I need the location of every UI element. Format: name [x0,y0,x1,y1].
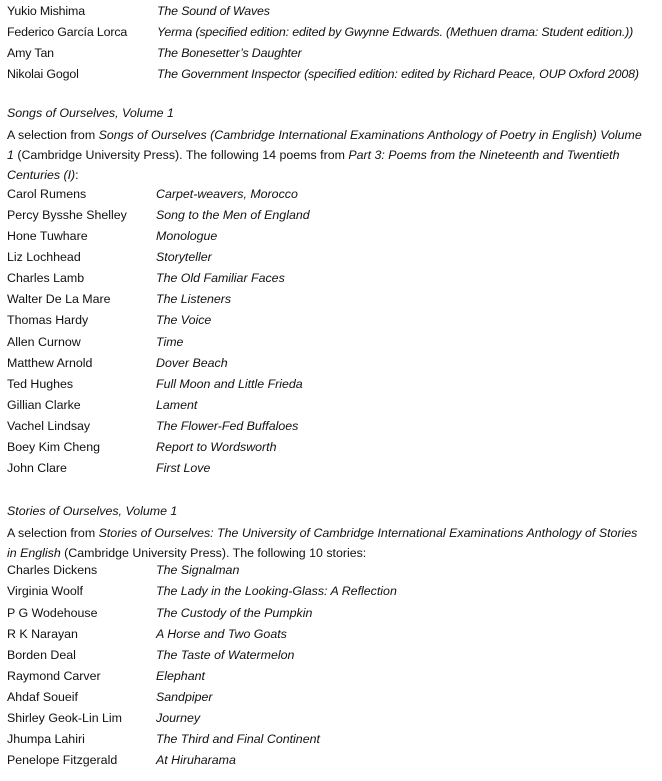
author-name: Matthew Arnold [7,356,93,370]
list-item [7,187,657,208]
work-title: The Taste of Watermelon [156,648,295,662]
work-title: The Lady in the Looking-Glass: A Reflection [156,584,397,598]
list-item [7,271,657,292]
list-item [7,648,657,669]
work-title: The Custody of the Pumpkin [156,606,313,620]
work-title: The Listeners [156,292,232,306]
list-item [7,584,657,605]
work-title: Report to Wordsworth [156,440,277,454]
work-title: Monologue [156,229,218,243]
author-name: Boey Kim Cheng [7,440,100,454]
author-name: Vachel Lindsay [7,419,91,433]
author-name: Jhumpa Lahiri [7,732,85,746]
list-item [7,440,657,461]
author-name: Thomas Hardy [7,313,89,327]
author-name: Yukio Mishima [7,4,85,18]
author-name: Liz Lochhead [7,250,81,264]
author-name: Shirley Geok-Lin Lim [7,711,123,725]
work-title: The Flower-Fed Buffaloes [156,419,299,433]
list-item [7,690,657,711]
list-item [7,606,657,627]
author-name: Hone Tuwhare [7,229,88,243]
author-name: Virginia Woolf [7,584,83,598]
author-name: R K Narayan [7,627,78,641]
work-title: Storyteller [156,250,212,264]
author-name: Amy Tan [7,46,54,60]
work-title: First Love [156,461,211,475]
section-intro-stories [7,523,647,563]
list-item [7,208,657,229]
author-name: Gillian Clarke [7,398,81,412]
section-intro-songs [7,125,647,185]
section-heading-stories: Stories of Ourselves, Volume 1 [7,504,178,518]
work-title: The Old Familiar Faces [156,271,285,285]
work-title: Lament [156,398,198,412]
list-item [7,356,657,377]
work-title: The Government Inspector (specified edition: edited by Richard Peace, OUP Oxford 2008) [157,67,639,81]
list-item [7,398,657,419]
work-title: Yerma (specified edition: edited by Gwynne Edwards. (Methuen drama: Student edition.)) [157,25,634,39]
work-title: The Signalman [156,563,240,577]
author-name: Penelope Fitzgerald [7,753,118,767]
author-name: Walter De La Mare [7,292,111,306]
work-title: The Third and Final Continent [156,732,320,746]
list-item [7,313,657,334]
intro-text: (Cambridge University Press). The following 14 poems from [13,148,349,162]
intro-text: A selection from [7,128,99,142]
work-title: Dover Beach [156,356,228,370]
work-title: The Bonesetter’s Daughter [157,46,302,60]
author-name: Ted Hughes [7,377,74,391]
list-item [7,732,657,753]
list-item [7,250,657,271]
list-item [7,377,657,398]
list-item [7,292,657,313]
section-heading-songs: Songs of Ourselves, Volume 1 [7,106,174,120]
author-name: Borden Deal [7,648,76,662]
list-item [7,461,657,482]
author-name: Percy Bysshe Shelley [7,208,127,222]
list-item [7,25,657,46]
author-name: Charles Lamb [7,271,85,285]
work-title: Time [156,335,184,349]
list-item [7,4,657,25]
author-name: Allen Curnow [7,335,81,349]
intro-emphasis: Stories of Ourselves: The University of Cambridge International Examinations Anthology of Stories in English [7,526,638,560]
list-item [7,46,657,67]
author-name: Federico García Lorca [7,25,128,39]
list-item [7,753,657,774]
list-item [7,67,657,88]
list-item [7,229,657,250]
work-title: Journey [156,711,201,725]
intro-emphasis: Songs of Ourselves (Cambridge International Examinations Anthology of Poetry in English) Volume 1 [7,128,642,162]
work-title: Full Moon and Little Frieda [156,377,303,391]
work-title: Elephant [156,669,205,683]
intro-text: (Cambridge University Press). The following 10 stories: [60,546,367,560]
list-item [7,335,657,356]
author-name: Nikolai Gogol [7,67,79,81]
intro-text: : [75,168,79,182]
work-title: Carpet-weavers, Morocco [156,187,298,201]
work-title: The Voice [156,313,212,327]
author-name: Carol Rumens [7,187,87,201]
author-name: P G Wodehouse [7,606,98,620]
author-name: Raymond Carver [7,669,101,683]
author-name: Ahdaf Soueif [7,690,78,704]
work-title: At Hiruharama [156,753,236,767]
work-title: The Sound of Waves [157,4,270,18]
intro-emphasis: Part 3: Poems from the Nineteenth and Twentieth Centuries (I) [7,148,620,182]
intro-text: A selection from [7,526,99,540]
list-item [7,563,657,584]
list-item [7,627,657,648]
work-title: Sandpiper [156,690,213,704]
list-item [7,419,657,440]
work-title: Song to the Men of England [156,208,310,222]
list-item [7,711,657,732]
author-name: Charles Dickens [7,563,98,577]
list-item [7,669,657,690]
work-title: A Horse and Two Goats [156,627,287,641]
author-name: John Clare [7,461,67,475]
